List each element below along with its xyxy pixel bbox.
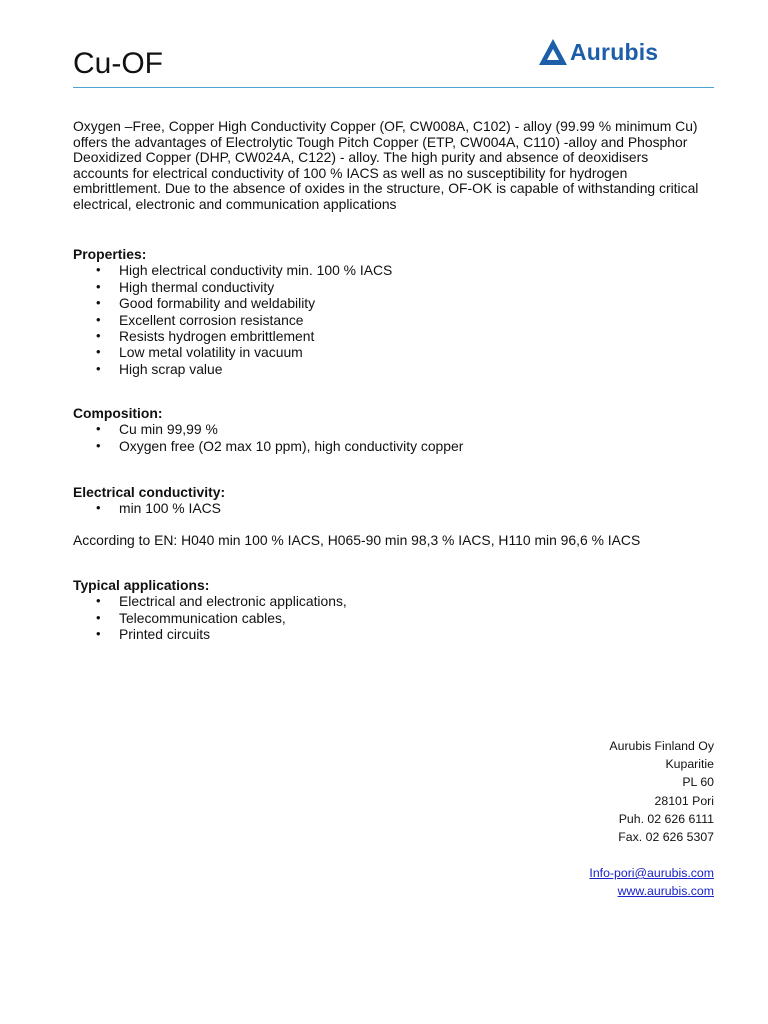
properties-section — [73, 246, 718, 377]
list-item — [73, 500, 718, 516]
company-name: Aurubis Finland Oy — [609, 739, 714, 753]
po-box: PL 60 — [682, 775, 714, 790]
list-item — [73, 295, 718, 311]
list-item-text: Resists hydrogen embrittlement — [119, 327, 315, 344]
bullet-icon: • — [96, 262, 101, 278]
list-item — [73, 328, 718, 344]
phone-number: Puh. 02 626 6111 — [618, 811, 714, 826]
list-item-text: High thermal conductivity — [119, 278, 275, 295]
list-item-text: Oxygen free (O2 max 10 ppm), high conductivity copper — [119, 437, 464, 454]
logo-wordmark: Aurubis — [570, 39, 659, 65]
conductivity-section — [73, 484, 718, 517]
email-link[interactable]: Info-pori@aurubis.com — [589, 866, 714, 880]
intro-line: Deoxidized Copper (DHP, CW024A, C122) - alloy. The high purity and absence of deoxidisers — [73, 149, 649, 165]
applications-section — [73, 577, 718, 643]
conductivity-heading: Electrical conductivity: — [73, 484, 226, 500]
properties-list — [73, 262, 718, 377]
bullet-icon: • — [96, 609, 101, 625]
intro-line: Oxygen –Free, Copper High Conductivity Copper (OF, CW008A, C102) - alloy (99.99 % minimum Cu) — [73, 118, 698, 134]
bullet-icon: • — [96, 295, 101, 311]
intro-line: embrittlement. Due to the absence of oxides in the structure, OF-OK is capable of withstanding critical — [73, 180, 699, 196]
list-item-text: High scrap value — [119, 360, 223, 377]
intro-line: accounts for electrical conductivity of 100 % IACS as well as no susceptibility for hydrogen — [73, 164, 628, 181]
contact-links — [589, 864, 714, 900]
bullet-icon: • — [96, 327, 101, 343]
bullet-icon: • — [96, 593, 101, 609]
page-title: Cu-OF — [73, 47, 163, 80]
list-item — [73, 312, 718, 328]
company-address — [609, 737, 714, 846]
bullet-icon: • — [96, 278, 101, 294]
list-item — [73, 626, 718, 642]
properties-heading: Properties: — [73, 246, 147, 262]
conductivity-list — [73, 500, 718, 516]
list-item-text: Printed circuits — [119, 626, 211, 643]
applications-list — [73, 593, 718, 642]
list-item — [73, 344, 718, 360]
list-item-text: High electrical conductivity min. 100 % IACS — [119, 262, 393, 279]
applications-heading: Typical applications: — [73, 577, 210, 593]
aurubis-triangle-icon — [538, 38, 568, 66]
list-item-text: Telecommunication cables, — [119, 609, 286, 626]
bullet-icon: • — [96, 360, 101, 376]
bullet-icon: • — [96, 421, 101, 437]
list-item — [73, 361, 718, 377]
street-address: Kuparitie — [665, 757, 714, 772]
composition-heading: Composition: — [73, 405, 163, 421]
list-item-text: Low metal volatility in vacuum — [119, 344, 303, 361]
list-item — [73, 438, 718, 454]
list-item — [73, 421, 718, 437]
list-item — [73, 262, 718, 278]
bullet-icon: • — [96, 344, 101, 360]
bullet-icon: • — [96, 500, 101, 516]
composition-section — [73, 405, 718, 454]
list-item — [73, 610, 718, 626]
bullet-icon: • — [96, 311, 101, 327]
list-item-text: Electrical and electronic applications, — [119, 593, 347, 610]
aurubis-logo — [538, 36, 718, 68]
bullet-icon: • — [96, 437, 101, 453]
intro-line: electrical, electronic and communication applications — [73, 195, 397, 212]
fax-number: Fax. 02 626 5307 — [618, 830, 714, 845]
intro-line: offers the advantages of Electrolytic Tough Pitch Copper (ETP, CW004A, C110) -alloy and Phosphor — [73, 133, 688, 150]
list-item-text: Cu min 99,99 % — [119, 421, 218, 438]
list-item-text: Good formability and weldability — [119, 295, 316, 312]
list-item-text: min 100 % IACS — [119, 500, 221, 517]
website-link[interactable]: www.aurubis.com — [617, 884, 714, 899]
list-item — [73, 279, 718, 295]
conductivity-standard-note: According to EN: H040 min 100 % IACS, H065-90 min 98,3 % IACS, H110 min 96,6 % IACS — [73, 532, 641, 548]
intro-paragraph — [73, 119, 718, 212]
list-item — [73, 593, 718, 609]
bullet-icon: • — [96, 626, 101, 642]
composition-list — [73, 421, 718, 454]
list-item-text: Excellent corrosion resistance — [119, 311, 304, 328]
header-divider — [73, 87, 714, 88]
postal-code-city: 28101 Pori — [654, 793, 714, 808]
